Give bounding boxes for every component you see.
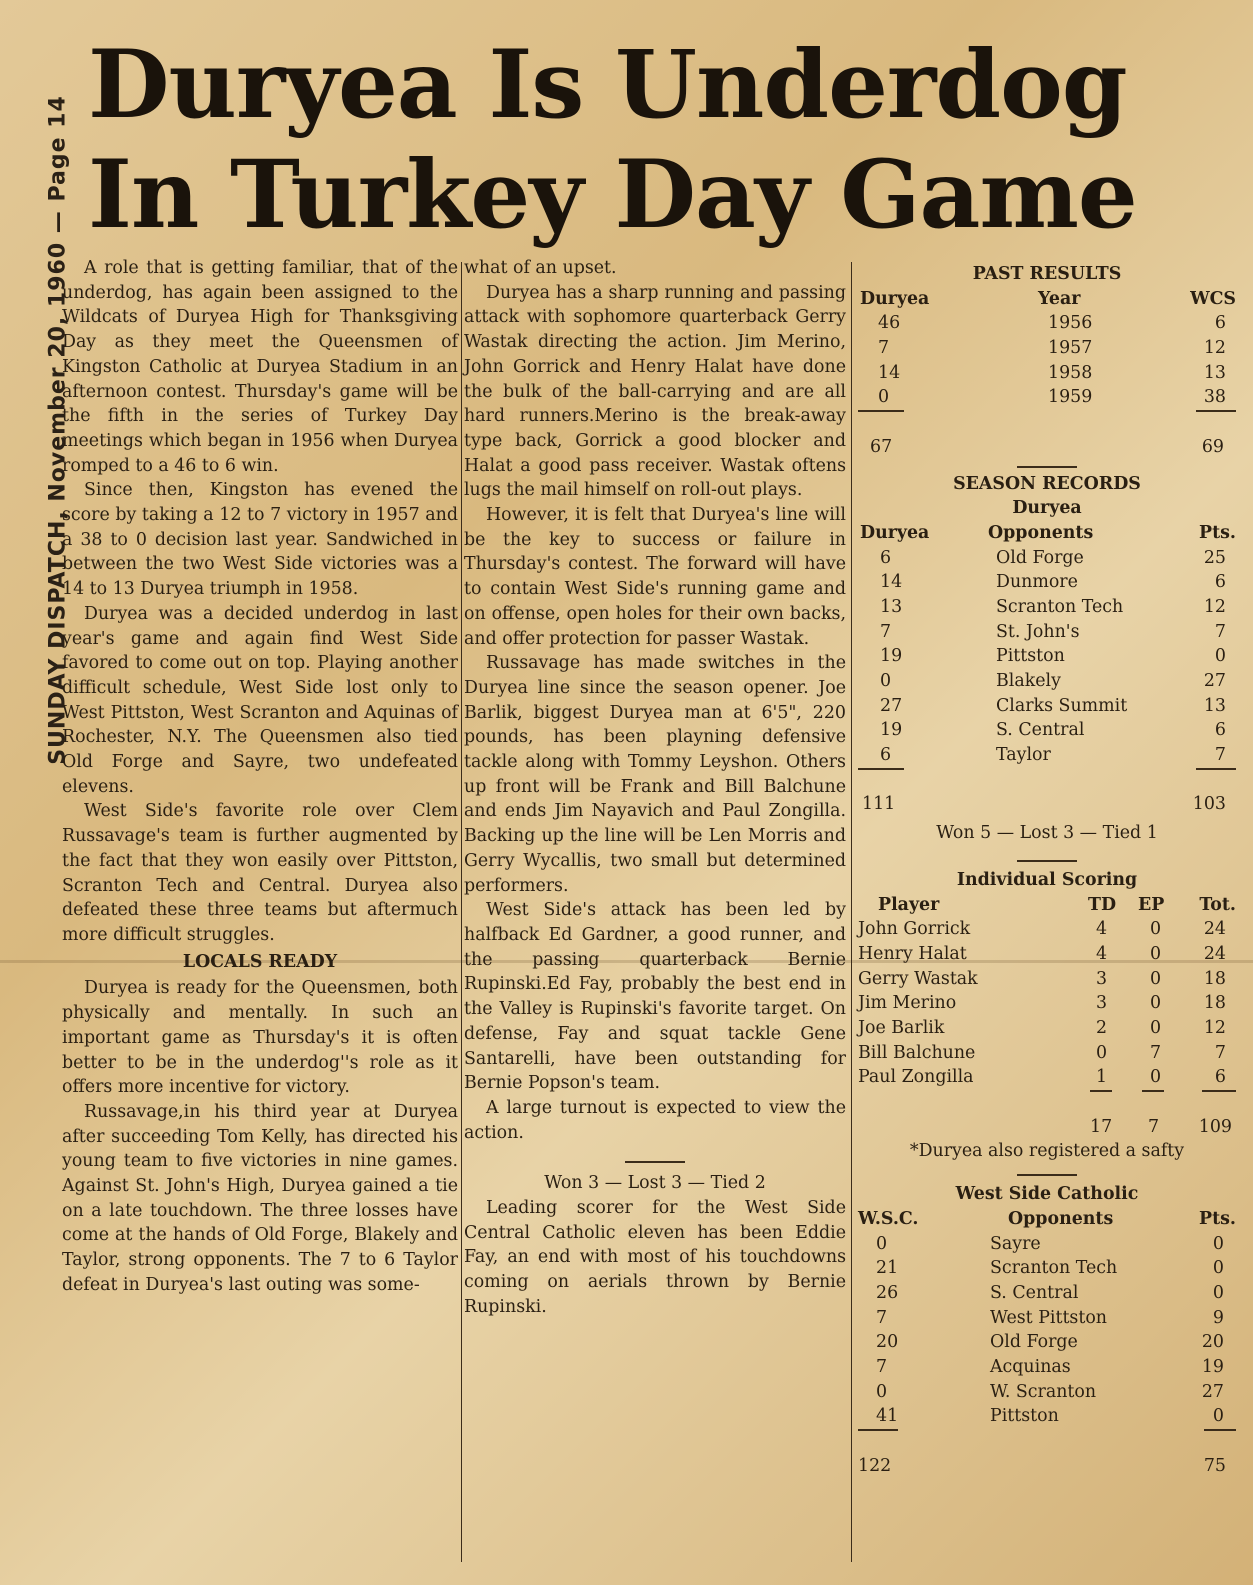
table-cell: Gerry Wastak — [858, 968, 978, 989]
table-cell: 7 — [1214, 1042, 1226, 1063]
table-cell: 2 — [1096, 1018, 1108, 1039]
table-cell: Bill Balchune — [858, 1042, 976, 1063]
table-cell: Clarks Summit — [996, 695, 1128, 716]
table-cell: Joe Barlik — [858, 1018, 945, 1039]
table-row — [858, 1306, 1236, 1331]
table-row — [858, 1232, 1236, 1257]
table-cell: 7 — [876, 1307, 888, 1328]
table-cell: Scranton Tech — [990, 1258, 1118, 1279]
table-row — [858, 917, 1236, 942]
table-cell: 24 — [1203, 919, 1226, 940]
table-row — [858, 694, 1236, 719]
table-row — [858, 1065, 1236, 1090]
scoring-note: *Duryea also registered a safty — [909, 1141, 1185, 1162]
table-row — [858, 1281, 1236, 1306]
table-cell: 4 — [1096, 919, 1108, 940]
headline — [88, 30, 1208, 250]
table-cell: 0 — [876, 1381, 888, 1402]
table-cell: 0 — [1150, 968, 1162, 989]
table-cell: 14 — [880, 572, 903, 593]
table-row — [858, 1041, 1236, 1066]
paragraph: Leading scorer for the West Side Central Catholic eleven has been Eddie Fay, an end with most of his touchdowns coming on aerials thrown by Bernie Rupinski. — [464, 1198, 846, 1317]
table-cell: 27 — [1203, 671, 1226, 692]
table-row — [858, 967, 1236, 992]
table-cell: 13 — [880, 596, 903, 617]
table-cell: 0 — [1212, 1233, 1224, 1254]
table-row — [858, 718, 1236, 743]
table-cell: Pittston — [996, 646, 1065, 667]
table-cell: Sayre — [990, 1233, 1041, 1254]
table-cell: Jim Merino — [858, 993, 957, 1014]
table-cell: 1957 — [1048, 338, 1093, 359]
table-cell: 0 — [1096, 1042, 1108, 1063]
season-records-title: SEASON RECORDS — [953, 473, 1141, 494]
table-cell: 3 — [1096, 968, 1108, 989]
table-cell: 41 — [876, 1406, 899, 1427]
table-cell: 18 — [1203, 993, 1226, 1014]
subheading: LOCALS READY — [182, 951, 338, 972]
table-row — [858, 1404, 1236, 1429]
season-records-subtitle: Duryea — [1012, 498, 1082, 519]
divider-row — [858, 768, 1236, 793]
table-cell: 12 — [1203, 338, 1226, 359]
wsc-title: West Side Catholic — [955, 1184, 1139, 1205]
past-results-totals: 67 69 — [870, 436, 1224, 457]
table-cell: 19 — [880, 646, 903, 667]
table-cell: 12 — [1203, 1018, 1226, 1039]
paragraph: However, it is felt that Duryea's line will be the key to success or failure in Thursday's contest. The forward will have to contain West Side's running game and on offense, open holes for their own backs, and offer protection for passer Wastak. — [464, 505, 846, 649]
table-cell: 6 — [1214, 1067, 1226, 1088]
wsc-totals: 122 75 — [858, 1455, 1226, 1476]
table-row — [858, 1016, 1236, 1041]
table-cell: Taylor — [996, 745, 1051, 766]
wsc-record: Won 3 — Lost 3 — Tied 2 — [544, 1173, 766, 1194]
table-cell: 7 — [876, 1356, 888, 1377]
table-cell: W. Scranton — [990, 1381, 1097, 1402]
table-cell: 25 — [1203, 547, 1226, 568]
table-cell: 1956 — [1048, 313, 1093, 334]
table-cell: 21 — [876, 1258, 899, 1279]
paragraph: West Side's favorite role over Clem Russavage's team is further augmented by the fact that they won easily over Pittston, Scranton Tech and Central. Duryea also defeated these three teams but aftermuch more difficult struggles. — [62, 801, 458, 945]
table-cell: 3 — [1096, 993, 1108, 1014]
table-cell: 19 — [880, 720, 903, 741]
table-cell: 20 — [1201, 1332, 1224, 1353]
table-row — [858, 942, 1236, 967]
past-results-header: Duryea Year WCS — [860, 288, 1236, 309]
table-cell: 1 — [1096, 1067, 1108, 1088]
wsc-rows — [858, 1232, 1236, 1430]
headline-line-2: In Turkey Day Game — [88, 140, 1137, 250]
table-row — [858, 1330, 1236, 1355]
table-cell: 9 — [1212, 1307, 1224, 1328]
table-row — [858, 595, 1236, 620]
table-row — [858, 743, 1236, 768]
table-cell: 0 — [1214, 646, 1226, 667]
table-cell: St. John's — [996, 621, 1080, 642]
season-records-rows — [858, 546, 1236, 768]
table-row — [858, 669, 1236, 694]
table-cell: 0 — [1212, 1258, 1224, 1279]
table-cell: 6 — [880, 745, 892, 766]
paragraph: Duryea has a sharp running and passing attack with sophomore quarterback Gerry Wastak directing the action. Jim Merino, John Gorrick and Henry Halat have done the bulk of the ball-carrying and are all hard runners.Merino is the break-away type back, Gorrick a good blocker and Halat a good pass receiver. Wastak oftens lugs the mail himself on roll-out plays. — [464, 282, 846, 501]
table-cell: Old Forge — [996, 547, 1084, 568]
table-cell: 0 — [876, 1233, 888, 1254]
divider — [625, 1161, 685, 1163]
table-cell: 6 — [1214, 572, 1226, 593]
table-cell: 0 — [1150, 1018, 1162, 1039]
table-cell: John Gorrick — [858, 919, 971, 940]
past-results-rows — [858, 311, 1236, 410]
table-cell: 7 — [1150, 1042, 1162, 1063]
table-cell: 24 — [1203, 943, 1226, 964]
table-row — [858, 336, 1236, 361]
individual-scoring-title: Individual Scoring — [956, 869, 1138, 890]
paragraph: Russavage has made switches in the Duryea line since the season opener. Joe Barlik, biggest Duryea man at 6'5", 220 pounds, has been playning defensive tackle along with Tommy Leyshon. Others up front will be Frank and Bill Balchune and ends Jim Nayavich and Paul Zongilla. Backing up the line will be Len Morris and Gerry Wycallis, two small but determined performers. — [464, 653, 846, 896]
table-cell: 6 — [1214, 720, 1226, 741]
table-cell: 18 — [1203, 968, 1226, 989]
table-cell: 6 — [880, 547, 892, 568]
table-row — [858, 1256, 1236, 1281]
stats-column — [858, 262, 1236, 1478]
table-cell: 0 — [1212, 1282, 1224, 1303]
table-cell: 27 — [880, 695, 903, 716]
table-cell: Dunmore — [996, 572, 1078, 593]
table-cell: Pittston — [990, 1406, 1059, 1427]
table-row — [858, 311, 1236, 336]
table-row — [858, 620, 1236, 645]
paragraph: what of an upset. — [464, 258, 617, 278]
table-cell: 13 — [1203, 362, 1226, 383]
table-cell: Henry Halat — [858, 943, 967, 964]
headline-line-1: Duryea Is Underdog — [88, 30, 1127, 140]
table-cell: 7 — [880, 621, 892, 642]
table-cell: 12 — [1203, 596, 1226, 617]
table-cell: 20 — [876, 1332, 899, 1353]
table-row — [858, 385, 1236, 410]
table-cell: 0 — [1150, 993, 1162, 1014]
table-row — [858, 1355, 1236, 1380]
past-results-title: PAST RESULTS — [972, 264, 1122, 284]
paragraph: West Side's attack has been led by halfback Ed Gardner, a good runner, and the passing quarterback Bernie Rupinski.Ed Fay, probably the best end in the Valley is Rupinski's favorite target. On defense, Fay and squat tackle Gene Santarelli, have been outstanding for Bernie Popson's team. — [464, 900, 846, 1094]
table-cell: 6 — [1214, 313, 1226, 334]
divider — [1017, 1174, 1077, 1176]
table-cell: West Pittston — [990, 1307, 1108, 1328]
paragraph: A large turnout is expected to view the action. — [464, 1097, 846, 1143]
table-cell: 1958 — [1048, 362, 1093, 383]
table-cell: Acquinas — [990, 1356, 1071, 1377]
duryea-record: Won 5 — Lost 3 — Tied 1 — [936, 823, 1158, 844]
paragraph: Duryea is ready for the Queensmen, both physically and mentally. In such an important game as Thursday's it is often better to be in the underdog''s role as it offers more incentive for victory. — [62, 978, 458, 1098]
divider-row — [858, 410, 1236, 435]
table-cell: S. Central — [996, 720, 1085, 741]
table-cell: Old Forge — [990, 1332, 1078, 1353]
table-cell: 0 — [1150, 943, 1162, 964]
table-cell: 27 — [1201, 1381, 1224, 1402]
table-cell: 0 — [1212, 1406, 1224, 1427]
table-row — [858, 991, 1236, 1016]
wsc-header: W.S.C. Opponents Pts. — [858, 1208, 1236, 1229]
table-cell: Blakely — [996, 671, 1061, 692]
table-cell: Paul Zongilla — [858, 1067, 974, 1088]
table-cell: 7 — [878, 338, 890, 359]
divider-row — [858, 1429, 1236, 1454]
table-cell: 14 — [878, 362, 901, 383]
table-row — [858, 570, 1236, 595]
individual-scoring-rows — [858, 917, 1236, 1090]
table-cell: 38 — [1203, 387, 1226, 408]
divider-row — [858, 1090, 1236, 1115]
table-cell: 19 — [1201, 1356, 1224, 1377]
table-cell: 7 — [1214, 621, 1226, 642]
article-column-2 — [464, 256, 846, 1320]
table-cell: 46 — [878, 313, 901, 334]
season-records-header: Duryea Opponents Pts. — [860, 522, 1236, 543]
table-row — [858, 361, 1236, 386]
article-column-1 — [62, 256, 458, 1298]
table-cell: Scranton Tech — [996, 596, 1124, 617]
table-cell: 0 — [880, 671, 892, 692]
individual-scoring-totals: 17 7 109 — [1090, 1116, 1232, 1137]
divider — [1017, 860, 1077, 862]
table-cell: 13 — [1203, 695, 1226, 716]
divider — [1017, 466, 1077, 468]
individual-scoring-header: Player TD EP Tot. — [878, 894, 1236, 915]
paragraph: Since then, Kingston has evened the score by taking a 12 to 7 victory in 1957 and a 38 to 0 decision last year. Sandwiched in between the two West Side victories was a 14 to 13 Duryea triumph in 1958. — [62, 480, 458, 600]
paragraph: Duryea was a decided underdog in last year's game and again find West Side favored to come out on top. Playing another difficult schedule, West Side lost only to West Pittston, West Scranton and Aquinas of Rochester, N.Y. The Queensmen also tied Old Forge and Sayre, two undefeated elevens. — [62, 603, 458, 797]
table-cell: 26 — [876, 1282, 899, 1303]
paragraph: Russavage,in his third year at Duryea after succeeding Tom Kelly, has directed his young team to five victories in nine games. Against St. John's High, Duryea gained a tie on a late touchdown. The three losses have come at the hands of Old Forge, Blakely and Taylor, strong opponents. The 7 to 6 Taylor defeat in Duryea's last outing was some- — [62, 1101, 458, 1295]
table-cell: 0 — [1150, 919, 1162, 940]
table-cell: 0 — [1150, 1067, 1162, 1088]
season-records-totals: 111 103 — [862, 794, 1226, 815]
dateline-text: SUNDAY DISPATCH, November 20, 1960 — Page 14 — [45, 95, 71, 765]
table-row — [858, 546, 1236, 571]
table-cell: S. Central — [990, 1282, 1079, 1303]
table-cell: 4 — [1096, 943, 1108, 964]
paragraph: A role that is getting familiar, that of the underdog, has again been assigned to the Wildcats of Duryea High for Thanksgiving Day as they meet the Queensmen of Kingston Catholic at Duryea Stadium in an afternoon contest. Thursday's game will be the fifth in the series of Turkey Day meetings which began in 1956 when Duryea romped to a 46 to 6 win. — [62, 258, 458, 476]
column-rule-1 — [461, 262, 462, 1562]
column-rule-2 — [851, 262, 852, 1562]
table-row — [858, 1380, 1236, 1405]
table-row — [858, 644, 1236, 669]
table-cell: 1959 — [1048, 387, 1093, 408]
table-cell: 0 — [878, 387, 890, 408]
table-cell: 7 — [1214, 745, 1226, 766]
